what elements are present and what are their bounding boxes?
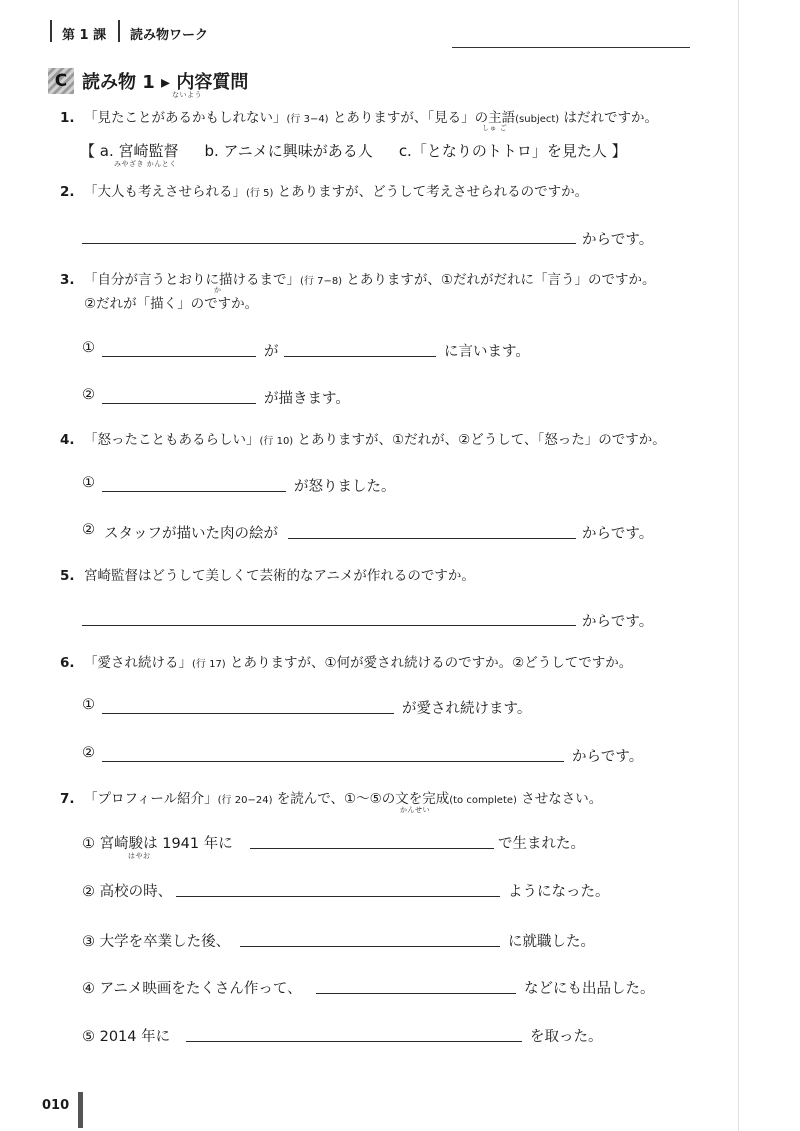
line-ref: (行 3−4) [286, 114, 329, 125]
answer-ending: が描きます。 [264, 391, 350, 407]
answer-line[interactable] [102, 491, 286, 492]
question-4 [60, 428, 666, 448]
question-number: 6. [60, 655, 75, 671]
answer-line[interactable] [186, 1041, 522, 1042]
english-gloss: (to complete) [449, 795, 517, 806]
line-ref: (行 5) [246, 188, 274, 199]
question-7 [60, 787, 602, 807]
question-text: を読んで、①〜⑤の文を完成 [272, 791, 450, 807]
english-gloss: (subject) [515, 114, 560, 125]
header-rule [452, 47, 690, 48]
question-number: 7. [60, 791, 75, 807]
q7-item-1-end: で生まれた。 [498, 836, 585, 852]
answer-line[interactable] [102, 403, 256, 404]
answer-line[interactable] [316, 993, 516, 994]
q7-item-5-start: ⑤ 2014 年に [82, 1029, 171, 1045]
section-name: 読み物ワーク [130, 28, 209, 43]
question-text: とありますが、①だれがだれに「言う」のですか。 [342, 272, 656, 288]
choice-b: b. アニメに興味がある人 [204, 142, 373, 160]
q7-item-3-start: ③ 大学を卒業した後、 [82, 934, 231, 950]
answer-mark: ① [82, 697, 95, 713]
choice-c: c.「となりのトトロ」を見た人 】 [398, 142, 627, 160]
answer-line[interactable] [176, 896, 500, 897]
question-number: 3. [60, 272, 75, 288]
question-text: 「大人も考えさせられる」 [84, 184, 246, 200]
question-text: 宮崎監督はどうして美しくて芸術的なアニメが作れるのですか。 [84, 568, 475, 584]
question-text: とありますが、①だれが、②どうして、「怒った」のですか。 [293, 432, 666, 448]
answer-ending: に言います。 [444, 344, 530, 360]
q7-item-5-end: を取った。 [530, 1029, 603, 1045]
answer-ending: からです。 [582, 526, 654, 542]
footer-bar [78, 1092, 83, 1128]
ruby-ka: か [214, 286, 222, 294]
section-badge: C [48, 68, 74, 94]
question-3-line-2: ②だれが「描く」のですか。 [84, 296, 259, 312]
answer-ending: からです。 [582, 232, 654, 248]
question-text: 「プロフィール紹介」 [84, 791, 218, 807]
title-ruby: ないよう [172, 91, 202, 99]
question-3 [60, 268, 656, 288]
question-2 [60, 180, 588, 200]
question-1 [60, 106, 658, 126]
answer-ending: からです。 [572, 749, 644, 765]
answer-mark: ② [82, 522, 95, 538]
line-ref: (行 17) [192, 659, 226, 670]
q7-item-2-start: ② 高校の時、 [82, 884, 173, 900]
question-number: 2. [60, 184, 75, 200]
answer-mark: ② [82, 745, 95, 761]
question-text: とありますが、「見る」の主語 [328, 110, 516, 126]
choice-a: 【 a. 宮崎監督 [80, 142, 179, 160]
line-ref: (行 10) [259, 436, 294, 447]
lesson-label: 第 1 課 [62, 28, 107, 43]
answer-line[interactable] [284, 356, 436, 357]
ruby-choice-a: みやざき かんとく [114, 160, 177, 168]
q7-item-3-end: に就職した。 [508, 934, 595, 950]
q7-item-1-start: ① 宮崎駿は 1941 年に [82, 836, 233, 852]
question-text: はだれですか。 [559, 110, 658, 126]
question-text: 「怒ったこともあるらしい」 [84, 432, 260, 448]
question-text: とありますが、どうして考えさせられるのですか。 [273, 184, 589, 200]
header-left-rule [50, 20, 52, 42]
question-5 [60, 564, 475, 584]
line-ref: (行 7−8) [300, 276, 343, 287]
answer-line[interactable] [250, 848, 494, 849]
answer-mark: ② [82, 387, 95, 403]
ruby-hayao: はやお [128, 852, 151, 860]
page-number: 010 [42, 1098, 70, 1113]
question-6 [60, 651, 632, 671]
question-number: 5. [60, 568, 75, 584]
question-text: とありますが、①何が愛され続けるのですか。②どうしてですか。 [225, 655, 633, 671]
question-number: 4. [60, 432, 75, 448]
page-edge-line [738, 0, 739, 1131]
question-text: 「自分が言うとおりに描けるまで」 [84, 272, 300, 288]
answer-ending: が愛され続けます。 [402, 701, 532, 717]
answer-line[interactable] [102, 761, 564, 762]
answer-connector: が [264, 344, 279, 360]
answer-ending: からです。 [582, 614, 654, 630]
q7-item-2-end: ようになった。 [508, 884, 610, 900]
answer-line[interactable] [288, 538, 576, 539]
answer-line[interactable] [82, 243, 576, 244]
answer-line[interactable] [102, 713, 394, 714]
answer-line[interactable] [240, 946, 500, 947]
line-ref: (行 20−24) [217, 795, 273, 806]
question-number: 1. [60, 110, 75, 126]
answer-start: スタッフが描いた肉の絵が [104, 526, 278, 542]
section-title: 読み物 1 ▸ 内容質問 [82, 72, 249, 93]
choice-list [80, 140, 653, 161]
ruby-kansei: かんせい [400, 806, 430, 814]
question-text: 「愛され続ける」 [84, 655, 192, 671]
ruby-shugo: しゅ ご [482, 124, 508, 132]
answer-mark: ① [82, 475, 95, 491]
answer-line[interactable] [82, 625, 576, 626]
q7-item-4-start: ④ アニメ映画をたくさん作って、 [82, 981, 302, 997]
answer-ending: が怒りました。 [294, 479, 396, 495]
question-text: 「見たことがあるかもしれない」 [84, 110, 287, 126]
answer-mark: ① [82, 340, 95, 356]
q7-item-4-end: などにも出品した。 [524, 981, 655, 997]
header-mid-rule [118, 20, 120, 42]
answer-line[interactable] [102, 356, 256, 357]
question-text: させなさい。 [516, 791, 603, 807]
